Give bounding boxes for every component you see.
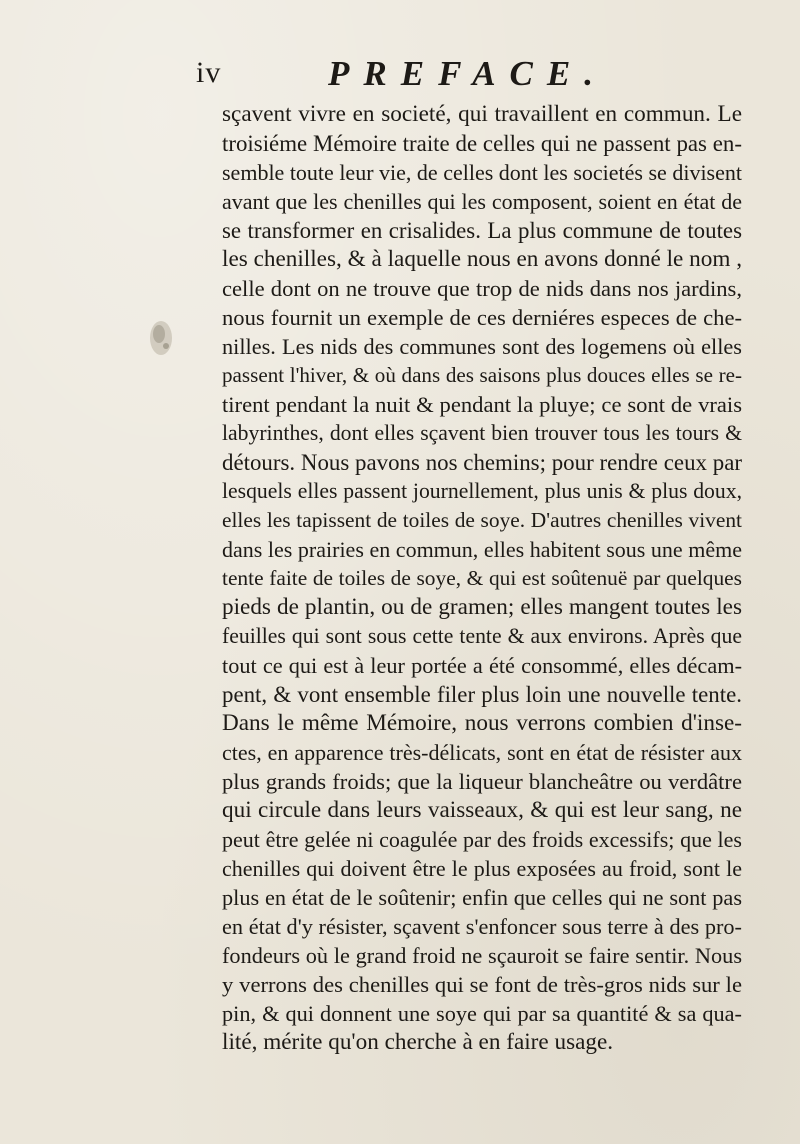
text-line: plus grands froids; que la liqueur blancheâtre ou verdâtre bbox=[222, 769, 742, 794]
text-line: ctes, en apparence très-délicats, sont en état de résister aux bbox=[222, 740, 742, 765]
text-line: les chenilles, & à laquelle nous en avons donné le nom , bbox=[222, 246, 742, 272]
text-line: nous fournit un exemple de ces derniéres especes de che- bbox=[222, 305, 742, 330]
ink-stain-icon bbox=[146, 316, 176, 360]
text-line: elles les tapissent de toiles de soye. D'autres chenilles vivent bbox=[222, 508, 742, 532]
text-line: tout ce qui est à leur portée a été consommé, elles décam- bbox=[222, 653, 742, 678]
text-line: pent, & vont ensemble filer plus loin une nouvelle tente. bbox=[222, 682, 742, 707]
text-line: fondeurs où le grand froid ne sçauroit se faire sentir. Nous bbox=[222, 943, 742, 968]
text-line: sçavent vivre en societé, qui travaillent en commun. Le bbox=[222, 101, 742, 127]
body-text bbox=[222, 100, 742, 1057]
text-line: dans les prairies en commun, elles habitent sous une même bbox=[222, 537, 742, 562]
text-line: tente faite de toiles de soye, & qui est soûtenuë par quelques bbox=[222, 566, 742, 590]
text-line: passent l'hiver, & où dans des saisons plus douces elles se re- bbox=[222, 363, 742, 387]
text-line: qui circule dans leurs vaisseaux, & qui est leur sang, ne bbox=[222, 797, 742, 823]
page-number: iv bbox=[196, 56, 222, 89]
running-title: PREFACE. bbox=[328, 54, 607, 93]
text-line: pieds de plantin, ou de gramen; elles mangent toutes les bbox=[222, 594, 742, 620]
text-line: pin, & qui donnent une soye qui par sa quantité & sa qua- bbox=[222, 1001, 742, 1026]
text-line: troisiéme Mémoire traite de celles qui ne passent pas en- bbox=[222, 131, 742, 156]
text-line: nilles. Les nids des communes sont des logemens où elles bbox=[222, 334, 742, 359]
text-line: avant que les chenilles qui les composent, soient en état de bbox=[222, 189, 742, 214]
text-line: lesquels elles passent journellement, plus unis & plus doux, bbox=[222, 479, 742, 503]
text-line: Dans le même Mémoire, nous verrons combien d'inse- bbox=[222, 710, 742, 736]
text-line: feuilles qui sont sous cette tente & aux environs. Après que bbox=[222, 624, 742, 648]
text-line: tirent pendant la nuit & pendant la pluye; ce sont de vrais bbox=[222, 392, 742, 417]
text-line: labyrinthes, dont elles sçavent bien trouver tous les tours & bbox=[222, 421, 742, 445]
text-line: lité, mérite qu'on cherche à en faire usage. bbox=[222, 1029, 614, 1055]
text-line: semble toute leur vie, de celles dont les societés se divisent bbox=[222, 160, 742, 185]
text-line: chenilles qui doivent être le plus exposées au froid, sont le bbox=[222, 856, 742, 881]
text-line: en état d'y résister, sçavent s'enfoncer sous terre à des pro- bbox=[222, 914, 742, 939]
text-line: peut être gelée ni coagulée par des froids excessifs; que les bbox=[222, 827, 742, 852]
page-header bbox=[196, 54, 736, 100]
text-line: plus en état de le soûtenir; enfin que celles qui ne sont pas bbox=[222, 885, 742, 910]
text-line: détours. Nous pavons nos chemins; pour rendre ceux par bbox=[222, 450, 742, 475]
text-line: se transformer en crisalides. La plus commune de toutes bbox=[222, 218, 742, 243]
text-line: celle dont on ne trouve que trop de nids dans nos jardins, bbox=[222, 276, 742, 301]
text-line: y verrons des chenilles qui se font de très-gros nids sur le bbox=[222, 972, 742, 997]
